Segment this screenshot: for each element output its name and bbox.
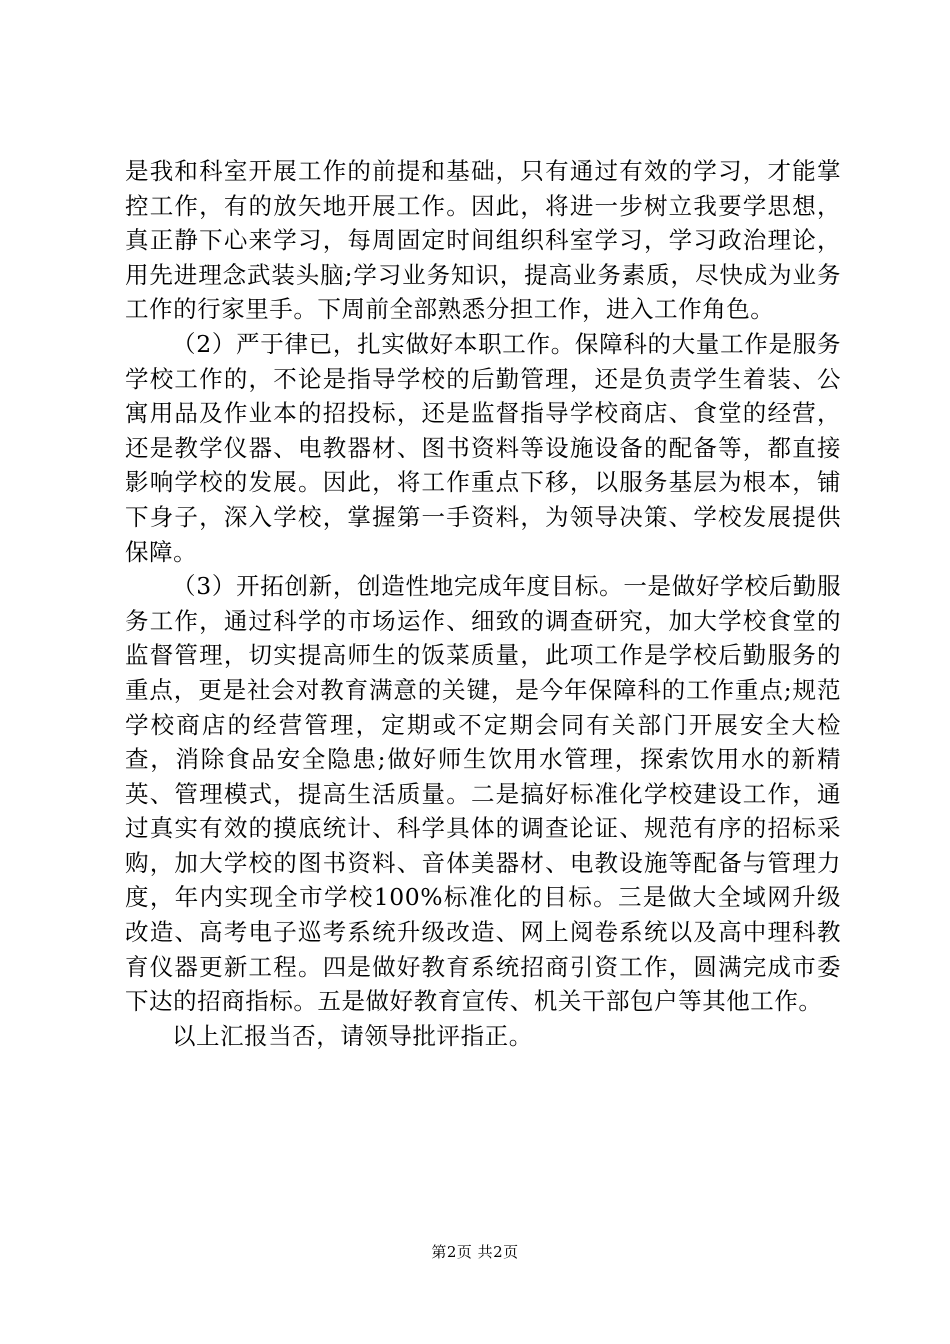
page-number: 第2页 共2页 bbox=[431, 1243, 519, 1261]
page-footer bbox=[0, 1242, 950, 1262]
document-body bbox=[125, 154, 841, 1053]
paragraph-item-2: （2）严于律已，扎实做好本职工作。保障科的大量工作是服务学校工作的，不论是指导学校的后勤管理，还是负责学生着装、公寓用品及作业本的招投标，还是监督指导学校商店、食堂的经营，还是教学仪器、电教器材、图书资料等设施设备的配备等，都直接影响学校的发展。因此，将工作重点下移，以服务基层为根本，铺下身子，深入学校，掌握第一手资料，为领导决策、学校发展提供保障。 bbox=[125, 329, 841, 566]
paragraph-closing: 以上汇报当否，请领导批评指正。 bbox=[172, 1021, 533, 1050]
paragraph-continuation: 是我和科室开展工作的前提和基础，只有通过有效的学习，才能掌控工作，有的放矢地开展工作。因此，将进一步树立我要学思想，真正静下心来学习，每周固定时间组织科室学习，学习政治理论，用先进理念武装头脑;学习业务知识，提高业务素质，尽快成为业务工作的行家里手。下周前全部熟悉分担工作，进入工作角色。 bbox=[125, 157, 841, 324]
paragraph-item-3: （3）开拓创新，创造性地完成年度目标。一是做好学校后勤服务工作，通过科学的市场运作、细致的调查研究，加大学校食堂的监督管理，切实提高师生的饭菜质量，此项工作是学校后勤服务的重点，更是社会对教育满意的关键，是今年保障科的工作重点;规范学校商店的经营管理，定期或不定期会同有关部门开展安全大检查，消除食品安全隐患;做好师生饮用水管理，探索饮用水的新精英、管理模式，提高生活质量。二是搞好标准化学校建设工作，通过真实有效的摸底统计、科学具体的调查论证、规范有序的招标采购，加大学校的图书资料、音体美器材、电教设施等配备与管理力度，年内实现全市学校100%标准化的目标。三是做大全域网升级改造、高考电子巡考系统升级改造、网上阅卷系统以及高中理科教育仪器更新工程。四是做好教育系统招商引资工作，圆满完成市委下达的招商指标。五是做好教育宣传、机关干部包户等其他工作。 bbox=[125, 572, 841, 1016]
